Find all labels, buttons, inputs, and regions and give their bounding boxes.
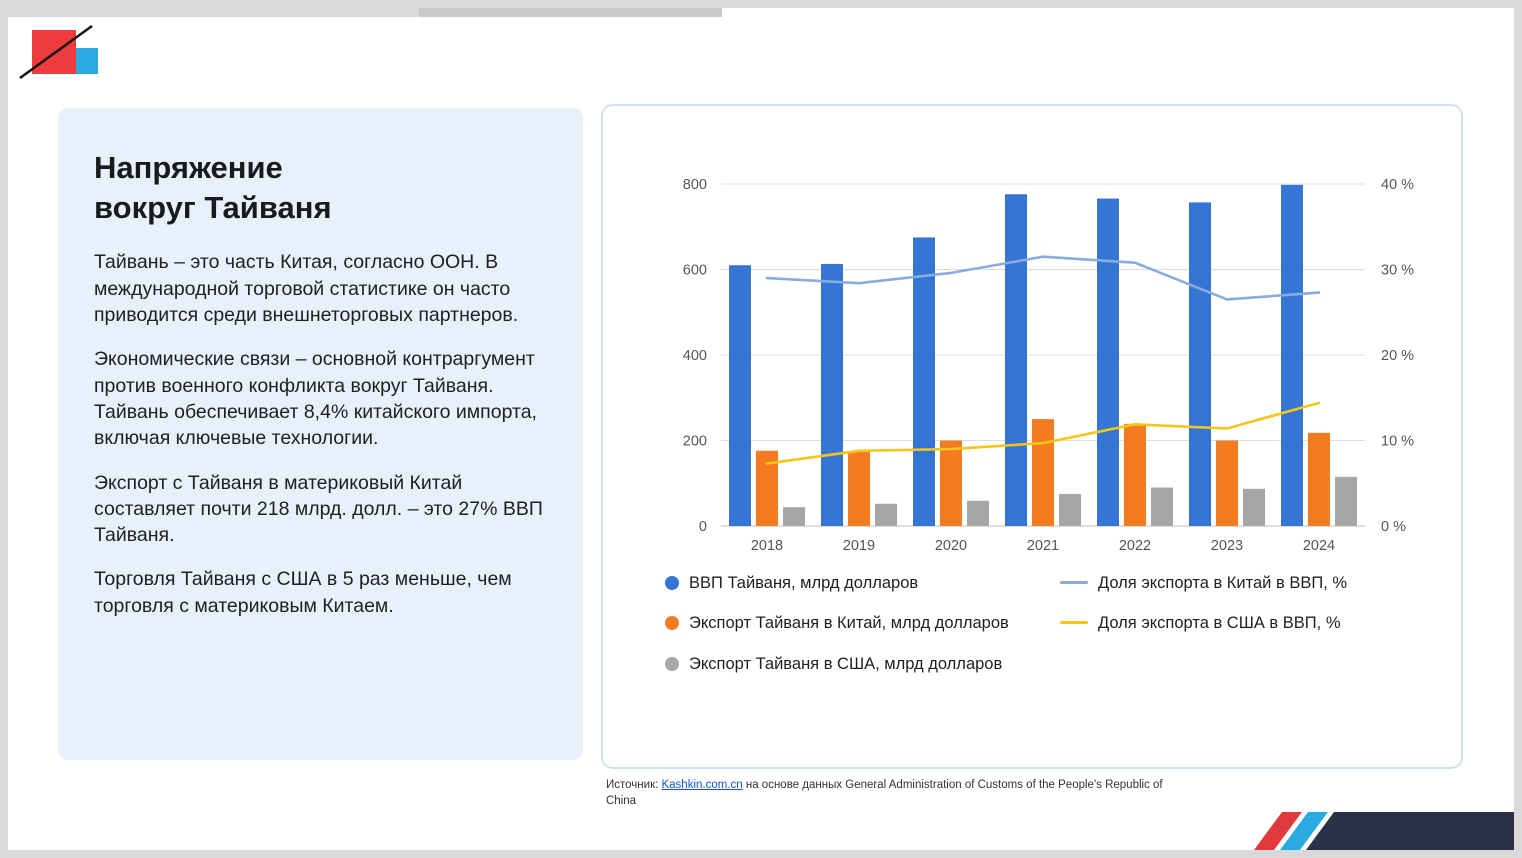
screenshot-top-strip-left <box>8 8 419 17</box>
legend-item-export-usa <box>665 653 1060 675</box>
svg-text:0 %: 0 % <box>1381 519 1406 535</box>
svg-text:2023: 2023 <box>1210 538 1244 554</box>
legend-item-gdp <box>665 572 1060 594</box>
svg-text:2018: 2018 <box>750 538 784 554</box>
brand-logo-icon <box>16 22 96 82</box>
svg-text:20 %: 20 % <box>1381 348 1415 364</box>
footer-decoration-icon <box>1254 804 1514 850</box>
page-title-line1: Напряжение <box>94 150 283 185</box>
legend-label-export-usa: Экспорт Тайваня в США, млрд долларов <box>689 654 1003 673</box>
svg-text:0: 0 <box>698 519 707 535</box>
svg-text:2020: 2020 <box>934 538 968 554</box>
legend-line-icon-share-china <box>1060 581 1088 584</box>
legend-label-export-china: Экспорт Тайваня в Китай, млрд долларов <box>689 614 1009 633</box>
legend-item-share-china <box>1060 572 1455 594</box>
svg-text:800: 800 <box>682 177 707 193</box>
legend-dot-icon-export-china <box>665 616 679 630</box>
footer-decoration <box>1254 804 1514 850</box>
svg-text:10 %: 10 % <box>1381 433 1415 450</box>
chart-legend <box>665 572 1455 693</box>
svg-text:40 %: 40 % <box>1381 177 1415 193</box>
body-paragraph-3: Экспорт с Тайваня в материковый Китай составляет почти 218 млрд. долл. – это 27% ВВП Тайваня. <box>94 471 543 547</box>
legend-column-right <box>1060 572 1455 693</box>
source-link[interactable]: Kashkin.com.cn <box>661 779 743 791</box>
source-note <box>606 778 1166 809</box>
legend-dot-icon-gdp <box>665 576 679 590</box>
svg-text:2022: 2022 <box>1118 538 1152 554</box>
screenshot-top-strip-middle <box>419 8 722 17</box>
legend-label-share-usa: Доля экспорта в США в ВВП, % <box>1098 614 1341 633</box>
page-title <box>94 148 547 227</box>
svg-text:600: 600 <box>682 262 707 279</box>
svg-text:400: 400 <box>682 348 707 364</box>
svg-text:2019: 2019 <box>842 538 876 554</box>
svg-text:200: 200 <box>682 433 707 450</box>
legend-item-share-usa <box>1060 612 1455 634</box>
body-paragraph-2: Экономические связи – основной контраргумент против военного конфликта вокруг Тайваня. Тайвань обеспечивает 8,4% китайского импорта, включая ключевые технологии. <box>94 348 537 450</box>
chart-card <box>601 104 1463 769</box>
source-suffix: на основе данных General Administration of Customs of the People's Republic of China <box>606 779 1163 807</box>
chart-plot-area <box>603 106 1465 556</box>
slide <box>8 8 1514 850</box>
body-paragraph-4: Торговля Тайваня с США в 5 раз меньше, чем торговля с материковым Китаем. <box>94 568 512 617</box>
svg-text:2021: 2021 <box>1026 538 1060 554</box>
logo-slash-icon <box>16 22 96 82</box>
combo-chart <box>603 106 1465 556</box>
svg-text:30 %: 30 % <box>1381 262 1415 279</box>
legend-label-share-china: Доля экспорта в Китай в ВВП, % <box>1098 574 1348 592</box>
legend-line-icon-share-usa <box>1060 621 1088 624</box>
body-paragraph-1: Тайвань – это часть Китая, согласно ООН. В международной торговой статистике он часто приводится среди внешнеторговых партнеров. <box>94 251 519 326</box>
text-panel <box>58 108 583 760</box>
svg-text:2024: 2024 <box>1302 538 1336 554</box>
page-title-line2: вокруг Тайваня <box>94 189 332 225</box>
legend-dot-icon-export-usa <box>665 657 679 671</box>
legend-label-gdp: ВВП Тайваня, млрд долларов <box>689 574 919 592</box>
source-prefix: Источник: <box>606 779 662 791</box>
legend-column-left <box>665 572 1060 693</box>
legend-item-export-china <box>665 612 1060 634</box>
